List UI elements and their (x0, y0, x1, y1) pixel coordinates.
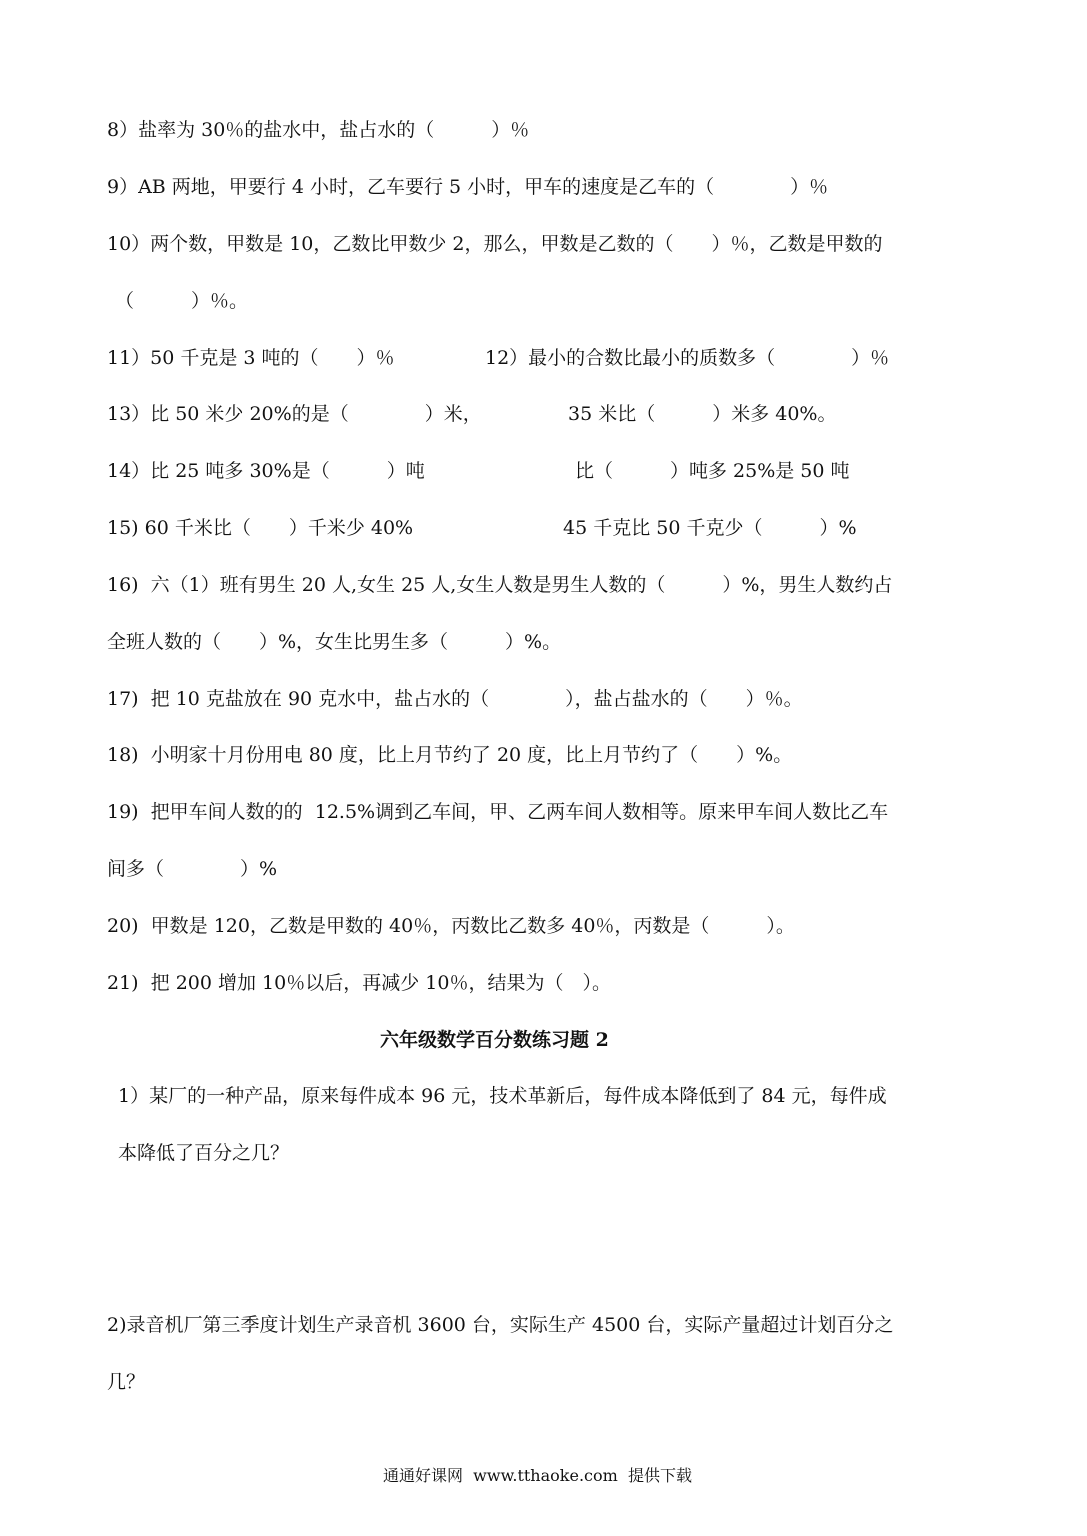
question-9: 9）AB 两地，甲要行 4 小时，乙车要行 5 小时，甲车的速度是乙车的（ ）％ (107, 176, 829, 198)
question-14-part1: 14）比 25 吨多 30%是（ ）吨 (107, 460, 425, 482)
question-21: 21) 把 200 增加 10％以后，再减少 10％，结果为（ ）。 (107, 972, 611, 994)
question-20: 20) 甲数是 120，乙数是甲数的 40％，丙数比乙数多 40％，丙数是（ ）。 (107, 915, 795, 937)
question-14-part2: 比（ ）吨多 25%是 50 吨 (575, 460, 850, 482)
footer-source: 通通好课网 www.tthaoke.com 提供下载 (383, 1466, 692, 1485)
question-10: 10）两个数，甲数是 10，乙数比甲数少 2，那么，甲数是乙数的（ ）％，乙数是甲数的 (107, 233, 883, 255)
question-16: 16) 六（1）班有男生 20 人,女生 25 人,女生人数是男生人数的（ ）%，男生人数约占 (107, 574, 893, 596)
section-title: 六年级数学百分数练习题 2 (380, 1029, 609, 1051)
problem-1-cont: 本降低了百分之几？ (118, 1142, 290, 1164)
question-8: 8）盐率为 30％的盐水中，盐占水的（ ）％ (107, 119, 530, 141)
problem-2: 2)录音机厂第三季度计划生产录音机 3600 台，实际生产 4500 台，实际产量超过计划百分之 (107, 1314, 894, 1336)
question-13-part1: 13）比 50 米少 20%的是（ ）米， (107, 403, 482, 425)
question-19: 19) 把甲车间人数的的 12.5%调到乙车间，甲、乙两车间人数相等。原来甲车间人数比乙车 (107, 801, 889, 823)
problem-1: 1）某厂的一种产品，原来每件成本 96 元，技术革新后，每件成本降低到了 84 元，每件成 (118, 1085, 887, 1107)
problem-2-cont: 几？ (107, 1371, 146, 1393)
question-15-part2: 45 千克比 50 千克少（ ）% (563, 517, 857, 539)
question-11: 11）50 千克是 3 吨的（ ）％ (107, 347, 395, 369)
question-15-part1: 15) 60 千米比（ ）千米少 40% (107, 517, 414, 539)
question-18: 18) 小明家十月份用电 80 度，比上月节约了 20 度，比上月节约了（ ）%。 (107, 744, 793, 766)
question-12: 12）最小的合数比最小的质数多（ ）％ (485, 347, 890, 369)
question-17: 17) 把 10 克盐放在 90 克水中，盐占水的（ ），盐占盐水的（ ）％。 (107, 688, 803, 710)
question-19-cont: 间多（ ）% (107, 858, 278, 880)
question-13-part2: 35 米比（ ）米多 40%。 (568, 403, 837, 425)
question-16-cont: 全班人数的（ ）%，女生比男生多（ ）%。 (107, 631, 562, 653)
question-10-cont: （ ）％。 (115, 290, 249, 312)
